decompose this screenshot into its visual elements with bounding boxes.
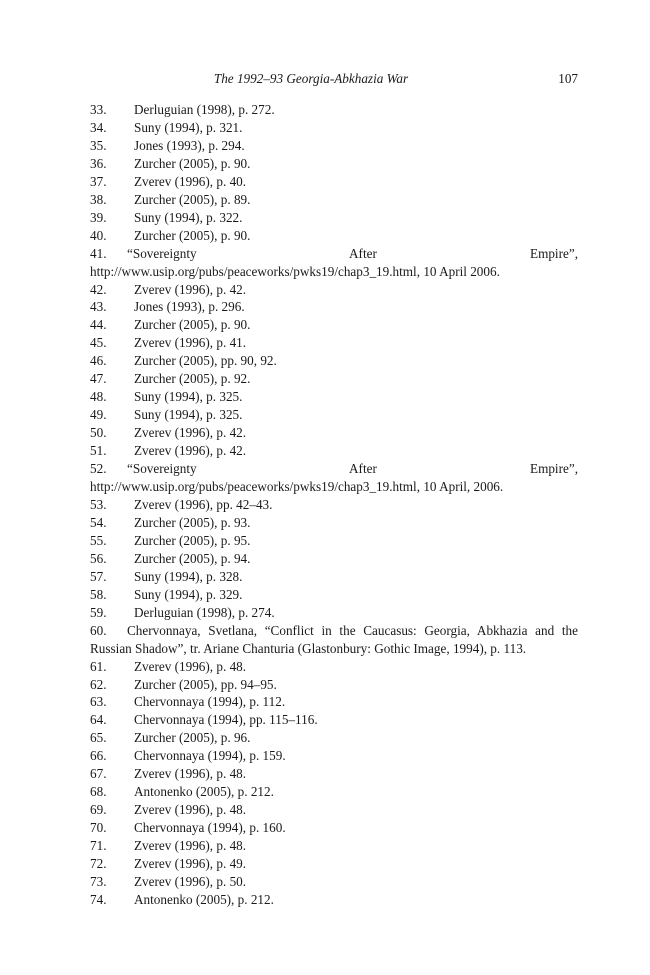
- note-number: 74 .: [90, 891, 130, 909]
- note-number: 51 .: [90, 442, 130, 460]
- note-number: 56 .: [90, 550, 130, 568]
- note-number: 38 .: [90, 191, 130, 209]
- note-text: Suny (1994), p. 328.: [134, 568, 243, 584]
- note-item: [90, 460, 578, 496]
- note-number: 49 .: [90, 406, 130, 424]
- note-number: 55 .: [90, 532, 130, 550]
- book-page: [90, 68, 578, 909]
- note-number: 62 .: [90, 676, 130, 694]
- note-text: Chervonnaya, Svetlana, “Conflict in the Caucasus: Georgia, Abkhazia and the Russian Shadow”, tr. Ariane Chanturia (Glastonbury: Gothic Image, 1994), p. 113.: [90, 622, 578, 656]
- note-text: Antonenko (2005), p. 212.: [134, 784, 274, 800]
- note-number: 71 .: [90, 837, 130, 855]
- note-item: [90, 586, 578, 604]
- note-item: [90, 855, 578, 873]
- note-item: [90, 604, 578, 622]
- note-number: 64 .: [90, 711, 130, 729]
- note-number: 68 .: [90, 783, 130, 801]
- note-number: 50 .: [90, 424, 130, 442]
- note-text: Zverev (1996), p. 48.: [134, 766, 247, 782]
- note-text: Zverev (1996), p. 49.: [134, 856, 247, 872]
- note-item: [90, 191, 578, 209]
- note-text: Zurcher (2005), p. 89.: [134, 191, 251, 207]
- note-text: Zurcher (2005), p. 90.: [134, 317, 251, 333]
- note-number: 44 .: [90, 316, 130, 334]
- page-number: 107: [558, 71, 578, 86]
- note-number: 47 .: [90, 370, 130, 388]
- note-number: 65 .: [90, 729, 130, 747]
- note-number: 73 .: [90, 873, 130, 891]
- note-text: Zurcher (2005), p. 92.: [134, 371, 251, 387]
- note-number: 69 .: [90, 801, 130, 819]
- note-text: Zverev (1996), p. 48.: [134, 838, 247, 854]
- note-text: Antonenko (2005), p. 212.: [134, 891, 274, 907]
- note-item: [90, 227, 578, 245]
- note-text: Zurcher (2005), p. 94.: [134, 550, 251, 566]
- note-text: Jones (1993), p. 296.: [134, 299, 245, 315]
- note-number: 52 .: [90, 460, 123, 478]
- note-item: [90, 514, 578, 532]
- note-item: [90, 765, 578, 783]
- note-number: 60 .: [90, 622, 123, 640]
- note-number: 34 .: [90, 119, 130, 137]
- note-number: 46 .: [90, 352, 130, 370]
- note-text: Zverev (1996), p. 48.: [134, 658, 247, 674]
- note-item: [90, 711, 578, 729]
- note-text: Zverev (1996), p. 41.: [134, 335, 247, 351]
- note-item: [90, 334, 578, 352]
- note-item: [90, 370, 578, 388]
- note-text: Derluguian (1998), p. 272.: [134, 102, 275, 117]
- note-item: [90, 101, 578, 119]
- note-item: [90, 173, 578, 191]
- note-text: Suny (1994), p. 321.: [134, 119, 243, 135]
- note-item: [90, 729, 578, 747]
- note-item: [90, 676, 578, 694]
- note-item: [90, 819, 578, 837]
- note-number: 67 .: [90, 765, 130, 783]
- note-text: Suny (1994), p. 325.: [134, 407, 243, 423]
- endnotes-list: [90, 101, 578, 909]
- note-number: 59 .: [90, 604, 130, 622]
- note-text: Zurcher (2005), p. 90.: [134, 155, 251, 171]
- note-number: 42 .: [90, 281, 130, 299]
- note-text: Jones (1993), p. 294.: [134, 137, 245, 153]
- note-item: [90, 245, 578, 281]
- note-item: [90, 298, 578, 316]
- note-number: 54 .: [90, 514, 130, 532]
- note-number: 45 .: [90, 334, 130, 352]
- note-text: Suny (1994), p. 329.: [134, 586, 243, 602]
- note-number: 57 .: [90, 568, 130, 586]
- note-number: 53 .: [90, 496, 130, 514]
- note-item: [90, 209, 578, 227]
- note-item: [90, 532, 578, 550]
- note-number: 63 .: [90, 693, 130, 711]
- note-number: 35 .: [90, 137, 130, 155]
- running-header: [90, 68, 578, 90]
- note-number: 72 .: [90, 855, 130, 873]
- note-text: Zurcher (2005), p. 93.: [134, 514, 251, 530]
- note-number: 58 .: [90, 586, 130, 604]
- note-item: [90, 388, 578, 406]
- note-item: [90, 137, 578, 155]
- note-text: Zverev (1996), p. 42.: [134, 281, 247, 297]
- note-text: Derluguian (1998), p. 274.: [134, 604, 275, 620]
- note-item: [90, 281, 578, 299]
- note-text: Chervonnaya (1994), pp. 115–116.: [134, 712, 318, 728]
- note-item: [90, 568, 578, 586]
- note-item: [90, 316, 578, 334]
- note-number: 40 .: [90, 227, 130, 245]
- note-text: Zverev (1996), p. 48.: [134, 802, 247, 818]
- note-item: [90, 550, 578, 568]
- note-text: Zverev (1996), p. 40.: [134, 173, 247, 189]
- note-text: Chervonnaya (1994), p. 112.: [134, 694, 286, 710]
- note-text: Zurcher (2005), pp. 90, 92.: [134, 353, 277, 369]
- note-number: 66 .: [90, 747, 130, 765]
- note-text: Zurcher (2005), p. 90.: [134, 227, 251, 243]
- note-item: [90, 424, 578, 442]
- note-number: 61 .: [90, 658, 130, 676]
- note-item: [90, 873, 578, 891]
- note-text: Suny (1994), p. 322.: [134, 209, 243, 225]
- note-item: [90, 783, 578, 801]
- note-item: [90, 693, 578, 711]
- note-number: 41 .: [90, 245, 123, 263]
- note-item: [90, 747, 578, 765]
- note-text: “Sovereignty After Empire”, http://www.usip.org/pubs/peaceworks/pwks19/chap3_19.html, 10 April 2006.: [90, 245, 578, 279]
- note-text: Chervonnaya (1994), p. 159.: [134, 748, 286, 764]
- note-item: [90, 801, 578, 819]
- note-text: Suny (1994), p. 325.: [134, 389, 243, 405]
- note-text: Zverev (1996), pp. 42–43.: [134, 496, 273, 512]
- note-text: Chervonnaya (1994), p. 160.: [134, 820, 286, 836]
- note-item: [90, 622, 578, 658]
- note-item: [90, 119, 578, 137]
- running-title: The 1992–93 Georgia-Abkhazia War: [213, 71, 409, 86]
- note-text: Zurcher (2005), p. 95.: [134, 532, 251, 548]
- note-text: Zurcher (2005), p. 96.: [134, 730, 251, 746]
- note-text: Zverev (1996), p. 50.: [134, 873, 247, 889]
- note-number: 70 .: [90, 819, 130, 837]
- note-text: “Sovereignty After Empire”, http://www.usip.org/pubs/peaceworks/pwks19/chap3_19.html, 10 April, 2006.: [90, 461, 578, 495]
- note-text: Zverev (1996), p. 42.: [134, 425, 247, 441]
- note-item: [90, 155, 578, 173]
- note-number: 48 .: [90, 388, 130, 406]
- note-text: Zverev (1996), p. 42.: [134, 443, 247, 459]
- note-number: 43 .: [90, 298, 130, 316]
- note-number: 37 .: [90, 173, 130, 191]
- note-item: [90, 837, 578, 855]
- note-number: 39 .: [90, 209, 130, 227]
- note-item: [90, 658, 578, 676]
- note-text: Zurcher (2005), pp. 94–95.: [134, 676, 277, 692]
- note-number: 36 .: [90, 155, 130, 173]
- note-item: [90, 352, 578, 370]
- note-item: [90, 442, 578, 460]
- note-item: [90, 406, 578, 424]
- note-item: [90, 496, 578, 514]
- note-number: 33 .: [90, 101, 130, 119]
- note-item: [90, 891, 578, 909]
